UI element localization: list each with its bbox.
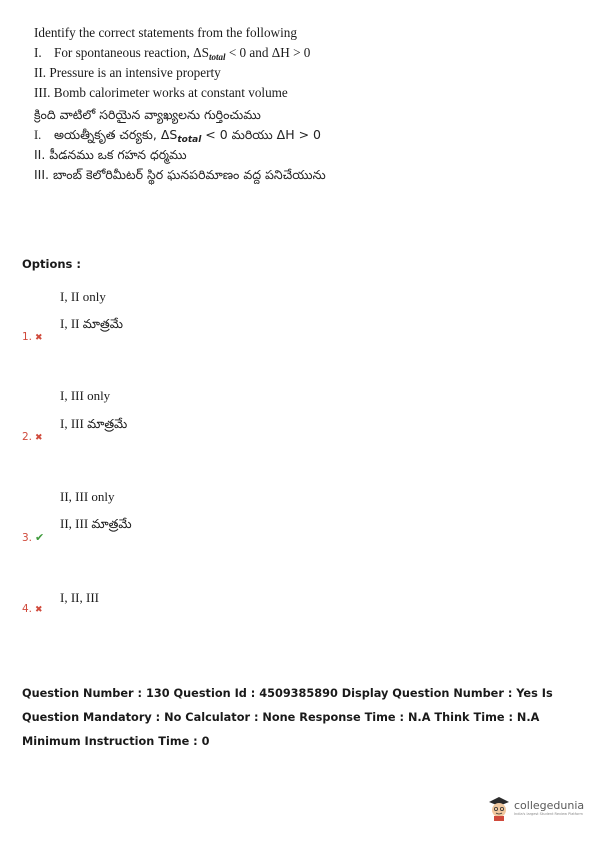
option-3-text-en: II, III only [60,489,115,504]
option-2-text-en: I, III only [60,388,111,403]
wrong-mark-icon: ✖ [35,605,43,615]
statement-1-subscript: total [209,52,226,62]
option-3-number[interactable] [22,531,44,544]
statement-3-en: III. Bomb calorimeter works at constant volume [34,85,288,100]
option-4-number[interactable] [22,603,43,615]
option-1-te-word: మాత్రమే [82,316,123,331]
option-2-number[interactable] [22,431,43,443]
option-3-number-label: 3. [22,532,33,544]
statement-1-number: I. [34,45,42,60]
collegedunia-logo [488,795,584,821]
option-1-te-roman: I, II [60,316,80,331]
option-2-te-word: మాత్రమే [87,416,128,431]
option-3-te-roman: II, III [60,516,89,531]
options-label: Options : [22,257,81,271]
question-metadata: Question Number : 130 Question Id : 4509385890 Display Question Number : Yes Is Question Mandatory : No Calculator : None Response Time : N.A Think Time : N.A Minimum Instruction Time : 0 [22,687,553,748]
option-1-number[interactable] [22,331,43,343]
correct-check-icon: ✔ [35,531,45,544]
option-4-number-label: 4. [22,603,33,615]
option-4-text-en: I, II, III [60,590,99,605]
logo-tagline: India's largest Student Review Platform [514,811,583,816]
statement-1-te-condition: < 0 మరియు ΔH > 0 [201,127,321,142]
statement-1-te-text: అయత్నీకృత చర్యకు, ΔS [54,127,178,142]
option-2-text-te [60,416,127,435]
statement-2-te: II. పీడనము ఒక గహన ధర్మము [34,147,187,162]
wrong-mark-icon: ✖ [35,333,43,343]
statement-2-en: II. Pressure is an intensive property [34,65,221,80]
statement-1-en [34,45,326,65]
statement-1-te [34,127,326,147]
logo-name: collegedunia [514,798,585,812]
wrong-mark-icon: ✖ [35,433,43,443]
option-1-number-label: 1. [22,331,33,343]
question-stem-te: క్రింది వాటిలో సరియైన వ్యాఖ్యలను గుర్తించుము [34,107,261,122]
option-1-text-en: I, II only [60,289,106,304]
statement-1-condition: < 0 and ΔH > 0 [225,45,311,60]
statement-1-text: For spontaneous reaction, ΔS [54,45,209,60]
question-block [34,25,326,187]
logo-mascot-icon [488,795,510,821]
statement-1-te-subscript: total [177,135,202,145]
option-1-text-te [60,316,123,335]
question-stem-en: Identify the correct statements from the following [34,25,297,40]
statement-1-te-number: I. [34,128,42,142]
option-3-text-te [60,516,132,535]
option-2-number-label: 2. [22,431,33,443]
option-3-te-word: మాత్రమే [91,516,132,531]
option-2-te-roman: I, III [60,416,84,431]
statement-3-te: III. బాంబ్ కెలోరిమీటర్ స్థిర ఘనపరిమాణం వద్ద పనిచేయును [34,167,326,182]
